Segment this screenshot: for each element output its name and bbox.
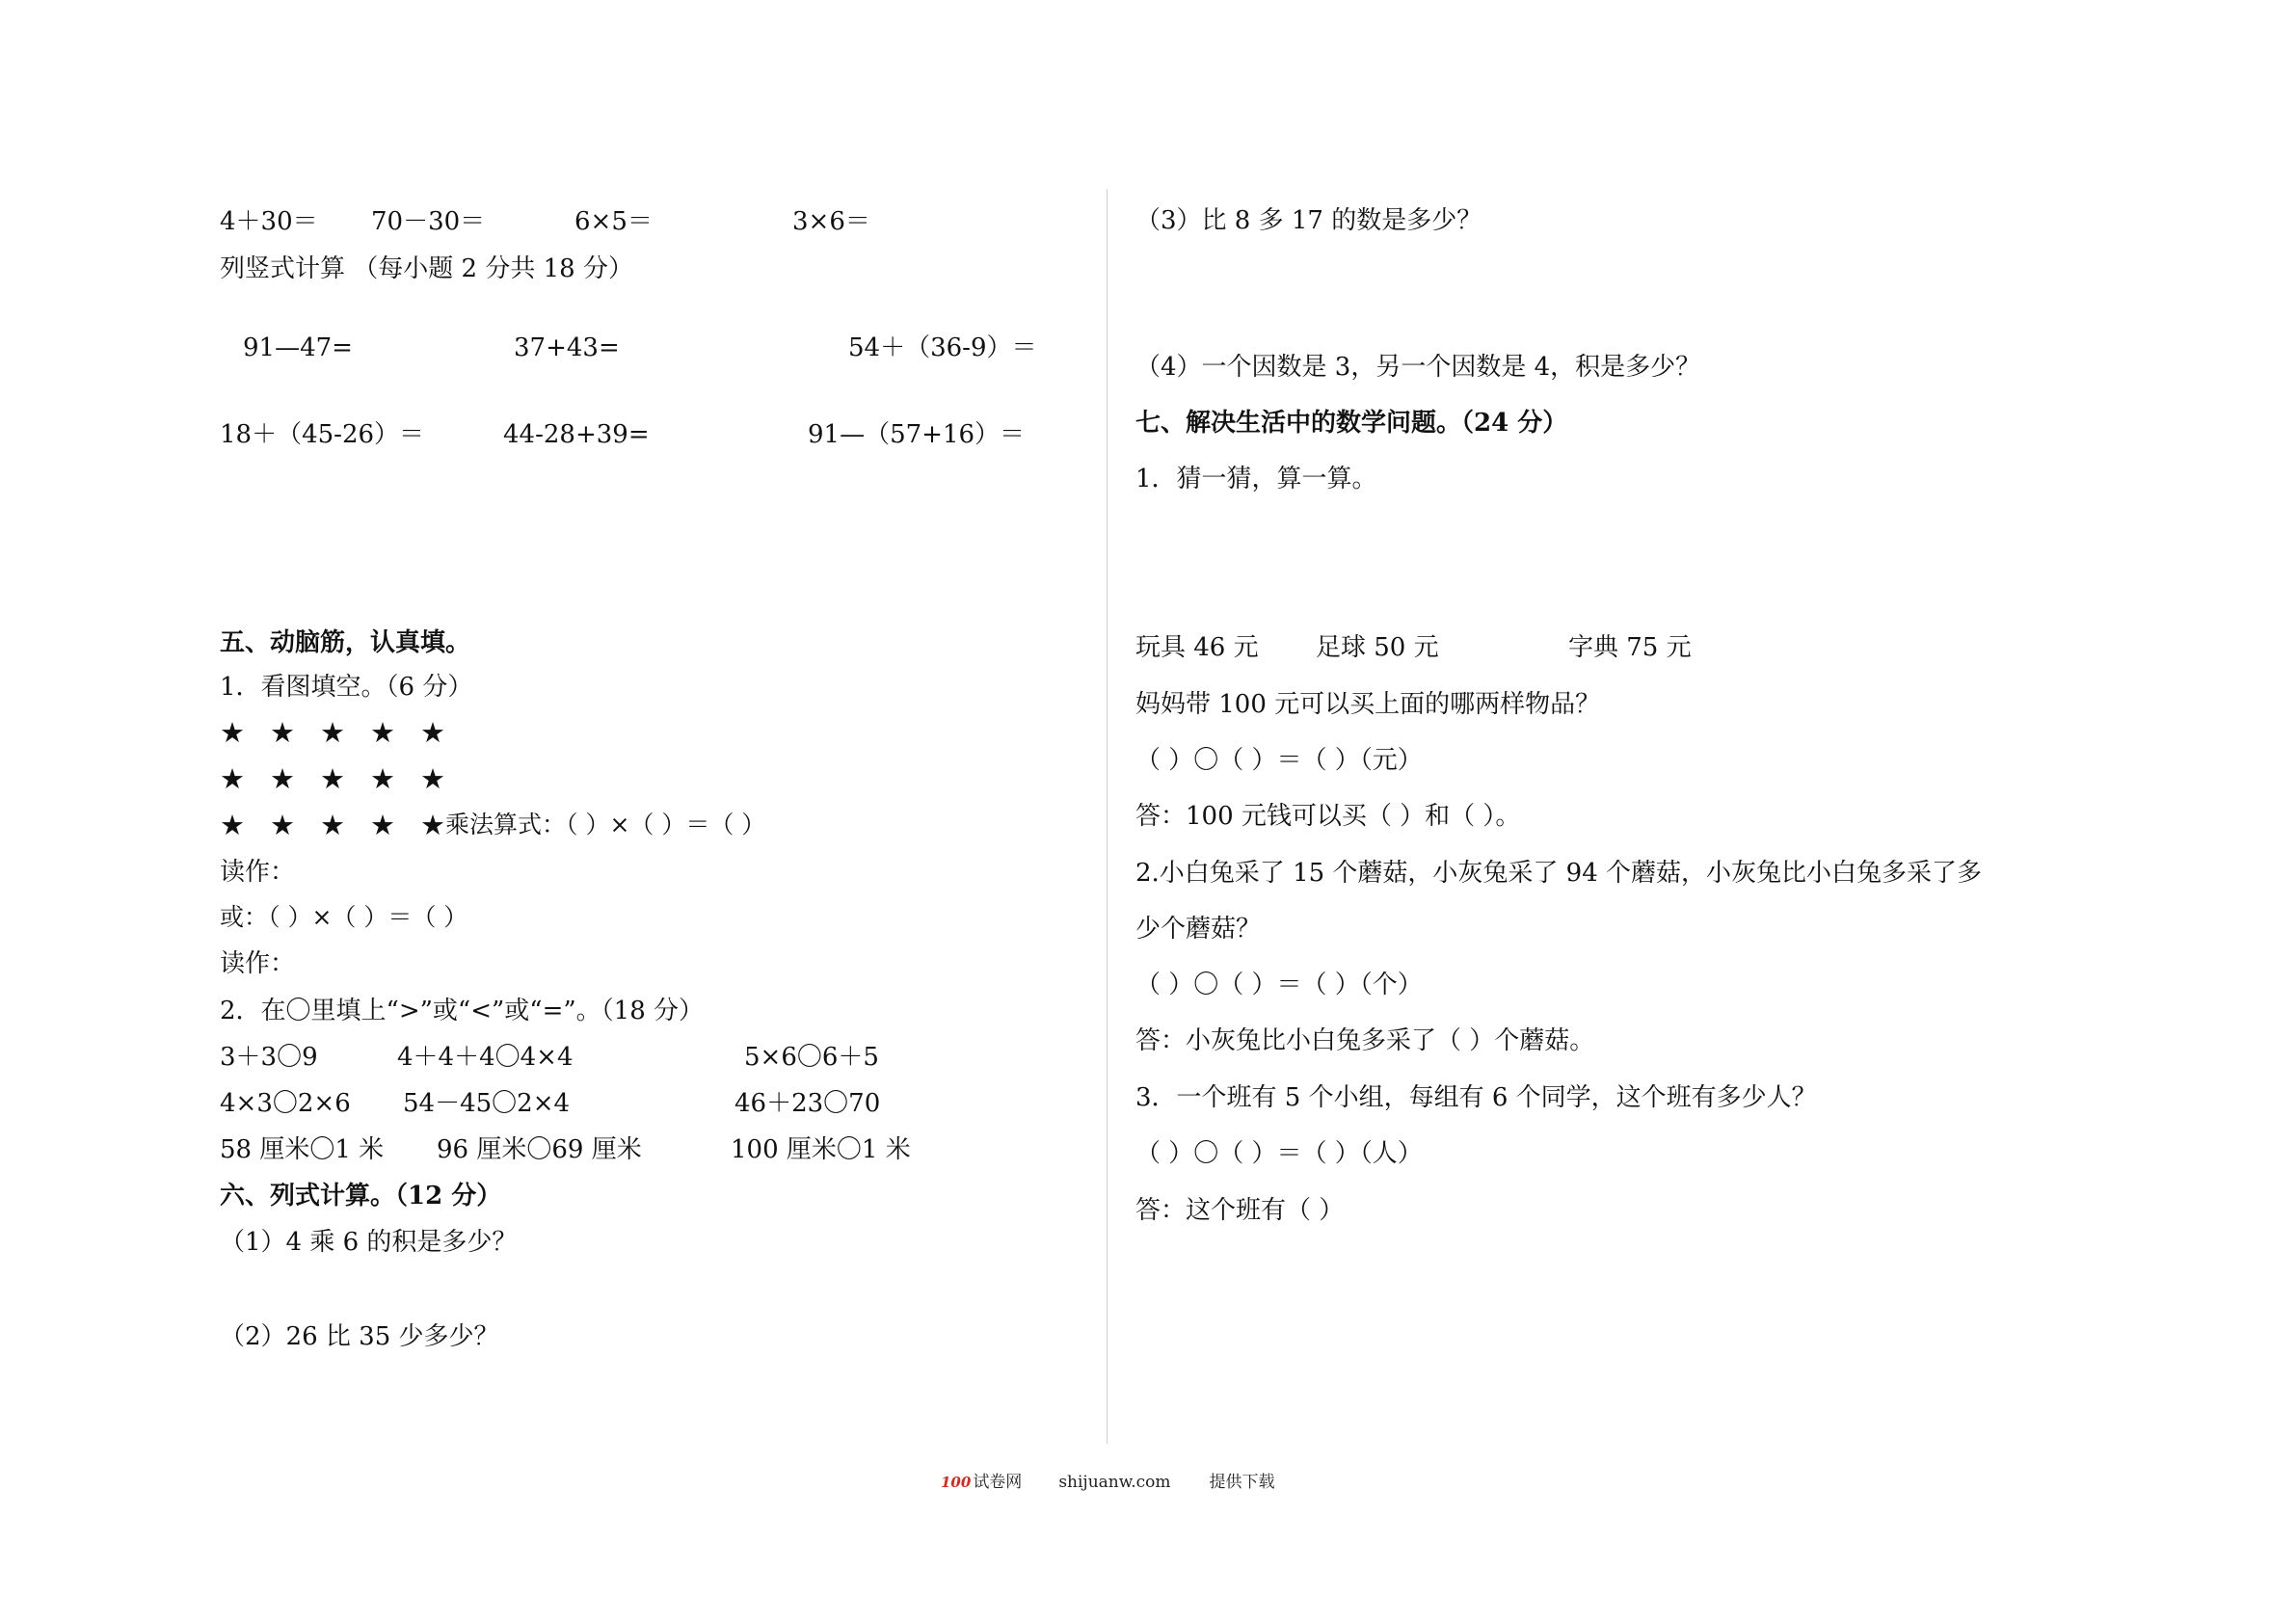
multiplication-formula: 乘法算式：（ ）×（ ）＝（ ） — [445, 811, 766, 838]
compare-5: 54－45〇2×4 — [403, 1089, 571, 1118]
page-footer — [941, 1472, 1275, 1493]
star-icon: ★ — [420, 762, 445, 795]
sec6-q1: （1）4 乘 6 的积是多少？ — [220, 1228, 518, 1257]
sec7-q2-answer: 答：小灰兔比小白兔多采了（ ）个蘑菇。 — [1135, 1026, 1595, 1055]
star-icon: ★ — [370, 809, 395, 841]
star-icon: ★ — [270, 809, 295, 841]
star-icon: ★ — [320, 762, 345, 795]
section-6-title: 六、列式计算。（12 分） — [220, 1182, 502, 1211]
price-dictionary: 字典 75 元 — [1568, 633, 1692, 662]
compare-2: 4＋4＋4〇4×4 — [397, 1043, 574, 1072]
column-divider — [1107, 189, 1108, 1444]
sec7-q1-question: 妈妈带 100 元可以买上面的哪两样物品？ — [1135, 690, 1601, 719]
sec6-q4: （4）一个因数是 3，另一个因数是 4，积是多少？ — [1135, 353, 1701, 382]
oral-calc-1: 4＋30＝ — [220, 207, 318, 236]
read-as-label-1: 读作： — [220, 858, 296, 887]
sec7-q3-question: 3．一个班有 5 个小组，每组有 6 个同学，这个班有多少人？ — [1135, 1083, 1817, 1112]
star-icon: ★ — [220, 762, 245, 795]
star-icon: ★ — [420, 809, 445, 841]
star-icon: ★ — [370, 762, 395, 795]
read-as-label-2: 读作： — [220, 949, 296, 978]
sec7-q2-line1: 2.小白兔采了 15 个蘑菇，小灰兔采了 94 个蘑菇，小灰兔比小白兔多采了多 — [1135, 859, 1983, 888]
sec7-q2-formula: （ ）〇（ ）＝（ ）（个） — [1135, 971, 1423, 999]
star-icon: ★ — [320, 809, 345, 841]
compare-8: 96 厘米〇69 厘米 — [437, 1135, 642, 1164]
compare-6: 46＋23〇70 — [734, 1089, 881, 1118]
star-row-3 — [220, 809, 470, 841]
sec6-q2: （2）26 比 35 少多少？ — [220, 1322, 499, 1351]
sec7-q1-title: 1．猜一猜，算一算。 — [1135, 465, 1377, 493]
sec7-q1-answer: 答：100 元钱可以买（ ）和（ ）。 — [1135, 802, 1521, 831]
compare-1: 3＋3〇9 — [220, 1043, 318, 1072]
oral-calc-2: 70－30＝ — [371, 207, 486, 236]
star-icon: ★ — [420, 716, 445, 749]
oral-calc-4: 3×6＝ — [792, 207, 870, 236]
sec6-q3: （3）比 8 多 17 的数是多少？ — [1135, 206, 1482, 235]
alternate-formula: 或：（ ）×（ ）＝（ ） — [220, 903, 468, 931]
vertical-calc-6: 91—（57+16）＝ — [808, 420, 1026, 449]
star-icon: ★ — [220, 809, 245, 841]
star-icon: ★ — [270, 762, 295, 795]
section-5-title: 五、动脑筋，认真填。 — [220, 628, 471, 657]
sec7-q3-formula: （ ）〇（ ）＝（ ）（人） — [1135, 1139, 1423, 1168]
oral-calc-3: 6×5＝ — [574, 207, 653, 236]
sec7-q1-formula: （ ）〇（ ）＝（ ）（元） — [1135, 746, 1423, 775]
vertical-calc-1: 91—47= — [243, 333, 353, 362]
star-icon: ★ — [320, 716, 345, 749]
vertical-calc-4: 18＋（45-26）＝ — [220, 420, 425, 449]
price-toy: 玩具 46 元 — [1135, 633, 1259, 662]
site-name: 试卷网 — [973, 1473, 1023, 1492]
star-icon: ★ — [270, 716, 295, 749]
compare-4: 4×3〇2×6 — [220, 1089, 351, 1118]
download-text: 提供下载 — [1209, 1473, 1275, 1492]
compare-7: 58 厘米〇1 米 — [220, 1135, 385, 1164]
vertical-calc-title: 列竖式计算 （每小题 2 分共 18 分） — [220, 254, 633, 283]
star-row-1 — [220, 716, 470, 749]
vertical-calc-2: 37+43= — [514, 333, 620, 362]
sec7-q2-line2: 少个蘑菇？ — [1135, 915, 1262, 944]
site-domain: shijuanw.com — [1058, 1473, 1171, 1492]
sec7-q3-answer: 答：这个班有（ ） — [1135, 1196, 1345, 1225]
compare-3: 5×6〇6＋5 — [744, 1043, 879, 1072]
section-7-title: 七、解决生活中的数学问题。（24 分） — [1135, 409, 1568, 438]
star-icon: ★ — [370, 716, 395, 749]
price-football: 足球 50 元 — [1316, 633, 1439, 662]
site-logo: 100 — [941, 1474, 972, 1491]
compare-9: 100 厘米〇1 米 — [731, 1135, 911, 1164]
vertical-calc-3: 54＋（36-9）＝ — [848, 333, 1037, 362]
vertical-calc-5: 44-28+39= — [503, 420, 650, 449]
sec5-q1-title: 1．看图填空。（6 分） — [220, 673, 473, 702]
sec5-q2-title: 2．在〇里填上“>”或“<”或“=”。（18 分） — [220, 997, 704, 1025]
star-icon: ★ — [220, 716, 245, 749]
star-row-2 — [220, 762, 470, 795]
